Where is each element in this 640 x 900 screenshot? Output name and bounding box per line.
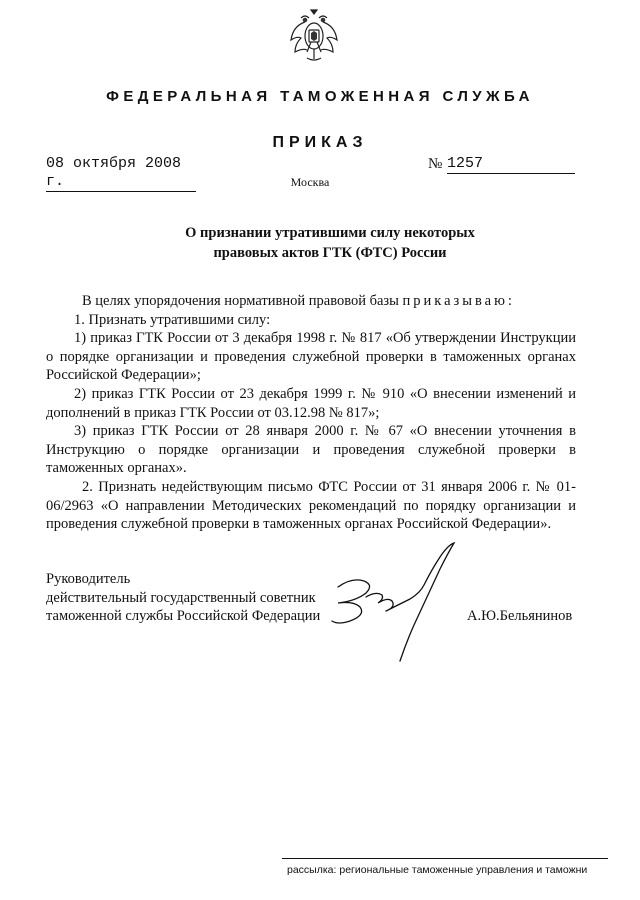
subject-line-2: правовых актов ГТК (ФТС) России [213,245,447,261]
order-subject [120,223,540,263]
clause-1-1: 1) приказ ГТК России от 3 декабря 1998 г. № 817 «Об утверждении Инструкции о порядке организации и проведения служебной проверки в таможенных органах Российской Федерации»; [46,330,576,384]
city: Москва [290,175,330,189]
signer-title-line-2: действительный государственный советник [46,589,316,606]
clause-1-2: 2) приказ ГТК России от 23 декабря 1999 г. № 910 «О внесении изменений и дополнений в приказ ГТК России от 03.12.98 № 817»; [46,385,576,421]
clause-1: 1. Признать утратившими силу: [74,311,271,328]
order-body [46,292,576,534]
intro-text: В целях упорядочения нормативной правовой базы [82,293,403,309]
document-type: ПРИКАЗ [272,134,368,151]
footer-divider [282,858,608,859]
clause-1-3: 3) приказ ГТК России от 28 января 2000 г. № 67 «О внесении уточнения в Инструкцию о порядке организации и проведения служебной проверки в таможенных органах». [46,423,576,477]
handwritten-signature-icon [330,535,490,675]
intro-verb: приказываю: [402,293,515,309]
order-number: 1257 [447,155,575,174]
subject-line-1: О признании утратившими силу некоторых [185,225,475,241]
agency-name: ФЕДЕРАЛЬНАЯ ТАМОЖЕННАЯ СЛУЖБА [106,88,534,105]
russian-coat-of-arms-icon [289,8,339,64]
signer-title [46,570,320,626]
signer-name: А.Ю.Бельянинов [467,608,573,624]
distribution-note: рассылка: региональные таможенные управления и таможни [287,864,588,876]
clause-2: 2. Признать недействующим письмо ФТС России от 31 января 2006 г. № 01-06/2963 «О направлении Методических рекомендаций по порядку организации и проведения служебной проверки в таможенных органах Российской Федерации». [46,478,576,533]
signer-title-line-1: Руководитель [46,571,131,587]
signer-title-line-3: таможенной службы Российской Федерации [46,608,321,625]
order-number-label: № [428,156,443,172]
intro-paragraph [46,292,576,311]
order-date: 08 октября 2008 г. [46,155,196,192]
